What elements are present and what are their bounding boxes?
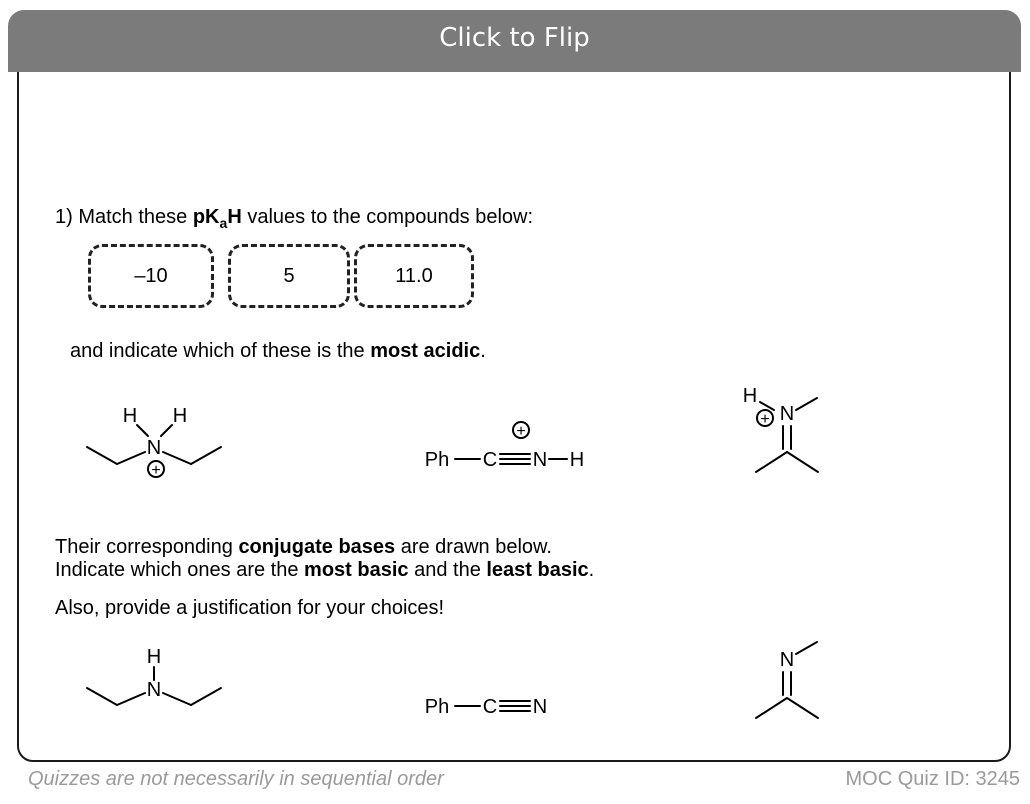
atom-label-h: H [742, 385, 758, 407]
click-to-flip-label: Click to Flip [439, 23, 590, 53]
atom-label-n: N [146, 679, 162, 701]
question-line-most-acidic: and indicate which of these is the most acidic. [70, 340, 486, 362]
pka-value-box-2[interactable]: 5 [228, 244, 350, 308]
atom-label-n: N [779, 649, 795, 671]
question-line-conjugate-bases: Their corresponding conjugate bases are drawn below. [55, 536, 552, 558]
benzonitrilium-structure [455, 422, 567, 464]
atom-label-ph: Ph [424, 449, 450, 471]
positive-charge-icon: + [516, 423, 526, 440]
atom-label-h: H [569, 449, 585, 471]
pka-value-box-3[interactable]: 11.0 [354, 244, 474, 308]
atom-label-h: H [122, 405, 138, 427]
atom-label-c: C [482, 696, 498, 718]
quiz-id: MOC Quiz ID: 3245 [845, 768, 1020, 790]
question-line-basicity: Indicate which ones are the most basic and the least basic. [55, 559, 595, 581]
atom-label-n: N [779, 403, 795, 425]
atom-label-n: N [532, 696, 548, 718]
atom-label-h: H [172, 405, 188, 427]
positive-charge-icon: + [151, 462, 161, 479]
atom-label-n: N [146, 437, 162, 459]
quiz-order-note: Quizzes are not necessarily in sequential order [28, 768, 444, 790]
atom-label-c: C [482, 449, 498, 471]
positive-charge-icon: + [760, 411, 770, 428]
question-line-justification: Also, provide a justification for your choices! [55, 597, 445, 619]
question-intro: 1) Match these $pK_aH$ values to the compounds below: [55, 206, 534, 231]
pka-value-box-1[interactable]: –10 [88, 244, 214, 308]
atom-label-ph: Ph [424, 696, 450, 718]
atom-label-h: H [146, 646, 162, 668]
atom-label-n: N [532, 449, 548, 471]
